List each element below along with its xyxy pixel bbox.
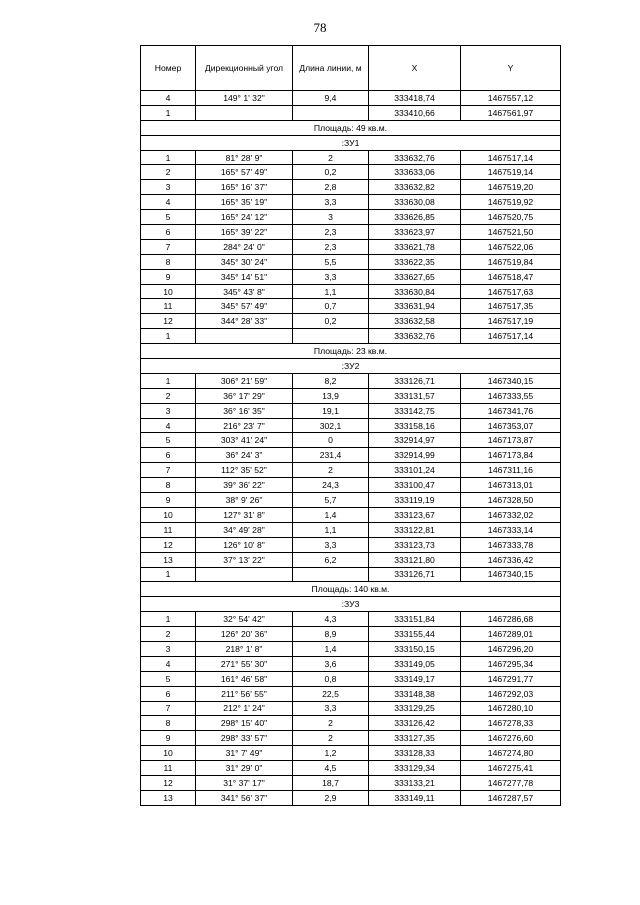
coordinates-table [140,45,561,806]
cell-y: 1467313,01 [461,478,561,493]
cell-x: 333631,94 [369,299,461,314]
cell-number: 2 [141,627,196,642]
cell-y: 1467332,02 [461,507,561,522]
cell-number: 12 [141,537,196,552]
cell-y: 1467287,57 [461,790,561,805]
cell-angle: 31° 37' 17" [196,775,293,790]
cell-length: 0,7 [293,299,369,314]
cell-angle: 36° 16' 35" [196,403,293,418]
cell-length: 6,2 [293,552,369,567]
cell-y: 1467517,14 [461,329,561,344]
cell-number: 7 [141,463,196,478]
cell-length: 3,6 [293,656,369,671]
section-label: Площадь: 23 кв.м. [141,344,561,359]
cell-x: 333155,44 [369,627,461,642]
cell-x: 333133,21 [369,775,461,790]
cell-x: 333150,15 [369,641,461,656]
table-row [141,507,561,522]
cell-angle: 298° 33' 57" [196,731,293,746]
cell-length: 0,8 [293,671,369,686]
cell-angle: 31° 29' 0" [196,761,293,776]
cell-length: 8,9 [293,627,369,642]
cell-y: 1467519,14 [461,165,561,180]
cell-length: 8,2 [293,373,369,388]
cell-angle: 165° 57' 49" [196,165,293,180]
cell-y: 1467561,97 [461,105,561,120]
cell-number: 7 [141,239,196,254]
cell-angle: 161° 46' 58" [196,671,293,686]
cell-number: 1 [141,329,196,344]
cell-number: 4 [141,195,196,210]
page-number: 78 [313,20,327,35]
cell-angle: 345° 43' 8" [196,284,293,299]
cell-angle: 126° 20' 36" [196,627,293,642]
cell-angle: 31° 7' 49" [196,746,293,761]
cell-x: 333101,24 [369,463,461,478]
cell-angle [196,105,293,120]
table-row [141,239,561,254]
cell-angle: 211° 56' 55" [196,686,293,701]
cell-y: 1467328,50 [461,493,561,508]
cell-angle: 34° 49' 28" [196,522,293,537]
cell-angle: 345° 14' 51" [196,269,293,284]
table-header-row [141,46,561,91]
section-label: :ЗУ1 [141,135,561,150]
cell-y: 1467333,14 [461,522,561,537]
cell-y: 1467173,87 [461,433,561,448]
cell-y: 1467277,78 [461,775,561,790]
cell-number: 9 [141,493,196,508]
cell-angle: 165° 24' 12" [196,210,293,225]
cell-x: 333149,17 [369,671,461,686]
cell-length: 1,4 [293,641,369,656]
cell-length [293,567,369,582]
cell-x: 333123,67 [369,507,461,522]
table-row [141,433,561,448]
cell-length: 3,3 [293,269,369,284]
cell-length: 5,7 [293,493,369,508]
cell-length: 302,1 [293,418,369,433]
table-row [141,91,561,106]
cell-number: 5 [141,671,196,686]
cell-angle: 216° 23' 7" [196,418,293,433]
cell-angle: 345° 57' 49" [196,299,293,314]
table-row [141,165,561,180]
cell-number: 1 [141,567,196,582]
table-row [141,671,561,686]
cell-x: 333128,33 [369,746,461,761]
cell-number: 10 [141,284,196,299]
section-label: Площадь: 140 кв.м. [141,582,561,597]
cell-angle: 344° 28' 33" [196,314,293,329]
cell-x: 333127,35 [369,731,461,746]
table-row [141,567,561,582]
cell-y: 1467173,84 [461,448,561,463]
table-row [141,686,561,701]
table-row [141,210,561,225]
cell-x: 333148,38 [369,686,461,701]
cell-length: 5,5 [293,254,369,269]
cell-x: 333622,35 [369,254,461,269]
cell-number: 2 [141,165,196,180]
cell-x: 333149,05 [369,656,461,671]
table-row [141,299,561,314]
cell-x: 333632,76 [369,150,461,165]
cell-number: 1 [141,612,196,627]
cell-length: 9,4 [293,91,369,106]
table-row [141,150,561,165]
cell-number: 7 [141,701,196,716]
cell-length: 3,3 [293,195,369,210]
cell-x: 333623,97 [369,225,461,240]
section-row [141,582,561,597]
section-label: Площадь: 49 кв.м. [141,120,561,135]
cell-angle: 345° 30' 24" [196,254,293,269]
cell-x: 333121,80 [369,552,461,567]
cell-x: 333621,78 [369,239,461,254]
cell-number: 4 [141,91,196,106]
cell-length: 2,8 [293,180,369,195]
cell-x: 333627,65 [369,269,461,284]
cell-length [293,329,369,344]
table-row [141,641,561,656]
cell-x: 333119,19 [369,493,461,508]
cell-x: 333149,11 [369,790,461,805]
cell-y: 1467520,75 [461,210,561,225]
cell-length: 1,1 [293,522,369,537]
cell-angle: 112° 35' 52" [196,463,293,478]
cell-angle: 127° 31' 8" [196,507,293,522]
table-row [141,552,561,567]
header-number: Номер [141,46,196,91]
cell-x: 333123,73 [369,537,461,552]
cell-length: 2,3 [293,239,369,254]
cell-x: 332914,97 [369,433,461,448]
cell-angle: 218° 1' 8" [196,641,293,656]
cell-angle: 165° 16' 37" [196,180,293,195]
cell-y: 1467311,16 [461,463,561,478]
cell-y: 1467341,76 [461,403,561,418]
cell-number: 3 [141,641,196,656]
table-row [141,403,561,418]
cell-length: 231,4 [293,448,369,463]
cell-y: 1467280,10 [461,701,561,716]
cell-length: 2,9 [293,790,369,805]
section-row [141,135,561,150]
cell-x: 333418,74 [369,91,461,106]
cell-x: 333126,42 [369,716,461,731]
cell-y: 1467522,06 [461,239,561,254]
table-row [141,627,561,642]
cell-length: 0,2 [293,165,369,180]
cell-y: 1467353,07 [461,418,561,433]
cell-angle: 38° 9' 26" [196,493,293,508]
cell-x: 333632,76 [369,329,461,344]
cell-x: 333131,57 [369,388,461,403]
cell-length [293,105,369,120]
cell-length: 0 [293,433,369,448]
cell-x: 333633,06 [369,165,461,180]
cell-x: 333630,84 [369,284,461,299]
table-row [141,761,561,776]
cell-y: 1467519,84 [461,254,561,269]
cell-y: 1467519,20 [461,180,561,195]
table-row [141,716,561,731]
cell-angle: 81° 28' 9" [196,150,293,165]
cell-number: 2 [141,388,196,403]
table-row [141,612,561,627]
table-row [141,373,561,388]
table-row [141,701,561,716]
cell-angle: 165° 39' 22" [196,225,293,240]
table-row [141,775,561,790]
cell-x: 333151,84 [369,612,461,627]
cell-length: 1,4 [293,507,369,522]
cell-y: 1467333,78 [461,537,561,552]
cell-number: 3 [141,180,196,195]
cell-length: 2 [293,150,369,165]
cell-angle: 341° 56' 37" [196,790,293,805]
table-row [141,418,561,433]
cell-x: 333410,66 [369,105,461,120]
cell-y: 1467276,60 [461,731,561,746]
table-row [141,254,561,269]
section-row [141,120,561,135]
cell-y: 1467517,35 [461,299,561,314]
cell-y: 1467557,12 [461,91,561,106]
cell-number: 8 [141,478,196,493]
cell-length: 4,5 [293,761,369,776]
cell-length: 1,2 [293,746,369,761]
table-row [141,522,561,537]
cell-y: 1467274,80 [461,746,561,761]
cell-angle: 306° 21' 59" [196,373,293,388]
cell-y: 1467336,42 [461,552,561,567]
cell-y: 1467296,20 [461,641,561,656]
cell-x: 333126,71 [369,373,461,388]
cell-number: 11 [141,522,196,537]
cell-length: 19,1 [293,403,369,418]
header-x: X [369,46,461,91]
cell-angle: 303° 41' 24" [196,433,293,448]
cell-y: 1467517,19 [461,314,561,329]
cell-number: 4 [141,656,196,671]
cell-x: 333158,16 [369,418,461,433]
header-y: Y [461,46,561,91]
table-row [141,269,561,284]
cell-x: 333630,08 [369,195,461,210]
table-row [141,656,561,671]
cell-angle: 32° 54' 42" [196,612,293,627]
cell-y: 1467286,68 [461,612,561,627]
cell-number: 10 [141,746,196,761]
cell-y: 1467289,01 [461,627,561,642]
cell-angle: 39° 36' 22" [196,478,293,493]
cell-number: 1 [141,150,196,165]
cell-number: 12 [141,775,196,790]
cell-x: 332914,99 [369,448,461,463]
cell-angle: 165° 35' 19" [196,195,293,210]
cell-angle: 212° 1' 24" [196,701,293,716]
cell-number: 9 [141,269,196,284]
cell-length: 18,7 [293,775,369,790]
table-row [141,537,561,552]
table-row [141,790,561,805]
cell-y: 1467517,14 [461,150,561,165]
table-row [141,493,561,508]
table-row [141,478,561,493]
cell-x: 333126,71 [369,567,461,582]
cell-angle: 37° 13' 22" [196,552,293,567]
cell-angle: 36° 17' 29" [196,388,293,403]
cell-x: 333626,85 [369,210,461,225]
table-row [141,225,561,240]
table-row [141,448,561,463]
cell-number: 5 [141,433,196,448]
cell-y: 1467340,15 [461,373,561,388]
table-body [141,91,561,806]
cell-y: 1467275,41 [461,761,561,776]
cell-number: 10 [141,507,196,522]
cell-length: 22,5 [293,686,369,701]
cell-x: 333122,81 [369,522,461,537]
table-row [141,284,561,299]
cell-y: 1467333,55 [461,388,561,403]
section-label: :ЗУ3 [141,597,561,612]
cell-y: 1467292,03 [461,686,561,701]
cell-angle: 271° 55' 30" [196,656,293,671]
cell-y: 1467519,92 [461,195,561,210]
cell-x: 333142,75 [369,403,461,418]
cell-length: 13,9 [293,388,369,403]
cell-y: 1467521,50 [461,225,561,240]
table-row [141,329,561,344]
cell-number: 12 [141,314,196,329]
cell-number: 8 [141,254,196,269]
cell-angle: 36° 24' 3" [196,448,293,463]
cell-number: 13 [141,552,196,567]
cell-length: 4,3 [293,612,369,627]
section-row [141,359,561,374]
cell-angle: 284° 24' 0" [196,239,293,254]
cell-number: 5 [141,210,196,225]
cell-x: 333100,47 [369,478,461,493]
cell-y: 1467517,63 [461,284,561,299]
table-row [141,195,561,210]
cell-length: 2 [293,731,369,746]
cell-number: 6 [141,448,196,463]
cell-length: 0,2 [293,314,369,329]
cell-number: 1 [141,105,196,120]
cell-y: 1467518,47 [461,269,561,284]
cell-x: 333632,58 [369,314,461,329]
section-row [141,344,561,359]
table-row [141,746,561,761]
cell-length: 3,3 [293,701,369,716]
section-label: :ЗУ2 [141,359,561,374]
cell-angle [196,567,293,582]
cell-x: 333129,34 [369,761,461,776]
cell-angle [196,329,293,344]
cell-length: 2 [293,716,369,731]
cell-number: 1 [141,373,196,388]
cell-number: 8 [141,716,196,731]
table-row [141,731,561,746]
cell-number: 6 [141,686,196,701]
cell-length: 3 [293,210,369,225]
cell-number: 11 [141,299,196,314]
cell-number: 13 [141,790,196,805]
cell-y: 1467340,15 [461,567,561,582]
cell-number: 9 [141,731,196,746]
cell-length: 24,3 [293,478,369,493]
cell-x: 333129,25 [369,701,461,716]
cell-number: 4 [141,418,196,433]
table-row [141,388,561,403]
cell-length: 1,1 [293,284,369,299]
cell-y: 1467291,77 [461,671,561,686]
header-angle: Дирекционный угол [196,46,293,91]
cell-y: 1467278,33 [461,716,561,731]
cell-angle: 298° 15' 40" [196,716,293,731]
cell-length: 3,3 [293,537,369,552]
table-row [141,463,561,478]
cell-angle: 126° 10' 8" [196,537,293,552]
cell-length: 2 [293,463,369,478]
table-row [141,180,561,195]
cell-number: 6 [141,225,196,240]
header-length: Длина линии, м [293,46,369,91]
cell-number: 11 [141,761,196,776]
cell-y: 1467295,34 [461,656,561,671]
cell-number: 3 [141,403,196,418]
cell-x: 333632,82 [369,180,461,195]
cell-angle: 149° 1' 32" [196,91,293,106]
cell-length: 2,3 [293,225,369,240]
table-row [141,314,561,329]
table-row [141,105,561,120]
section-row [141,597,561,612]
